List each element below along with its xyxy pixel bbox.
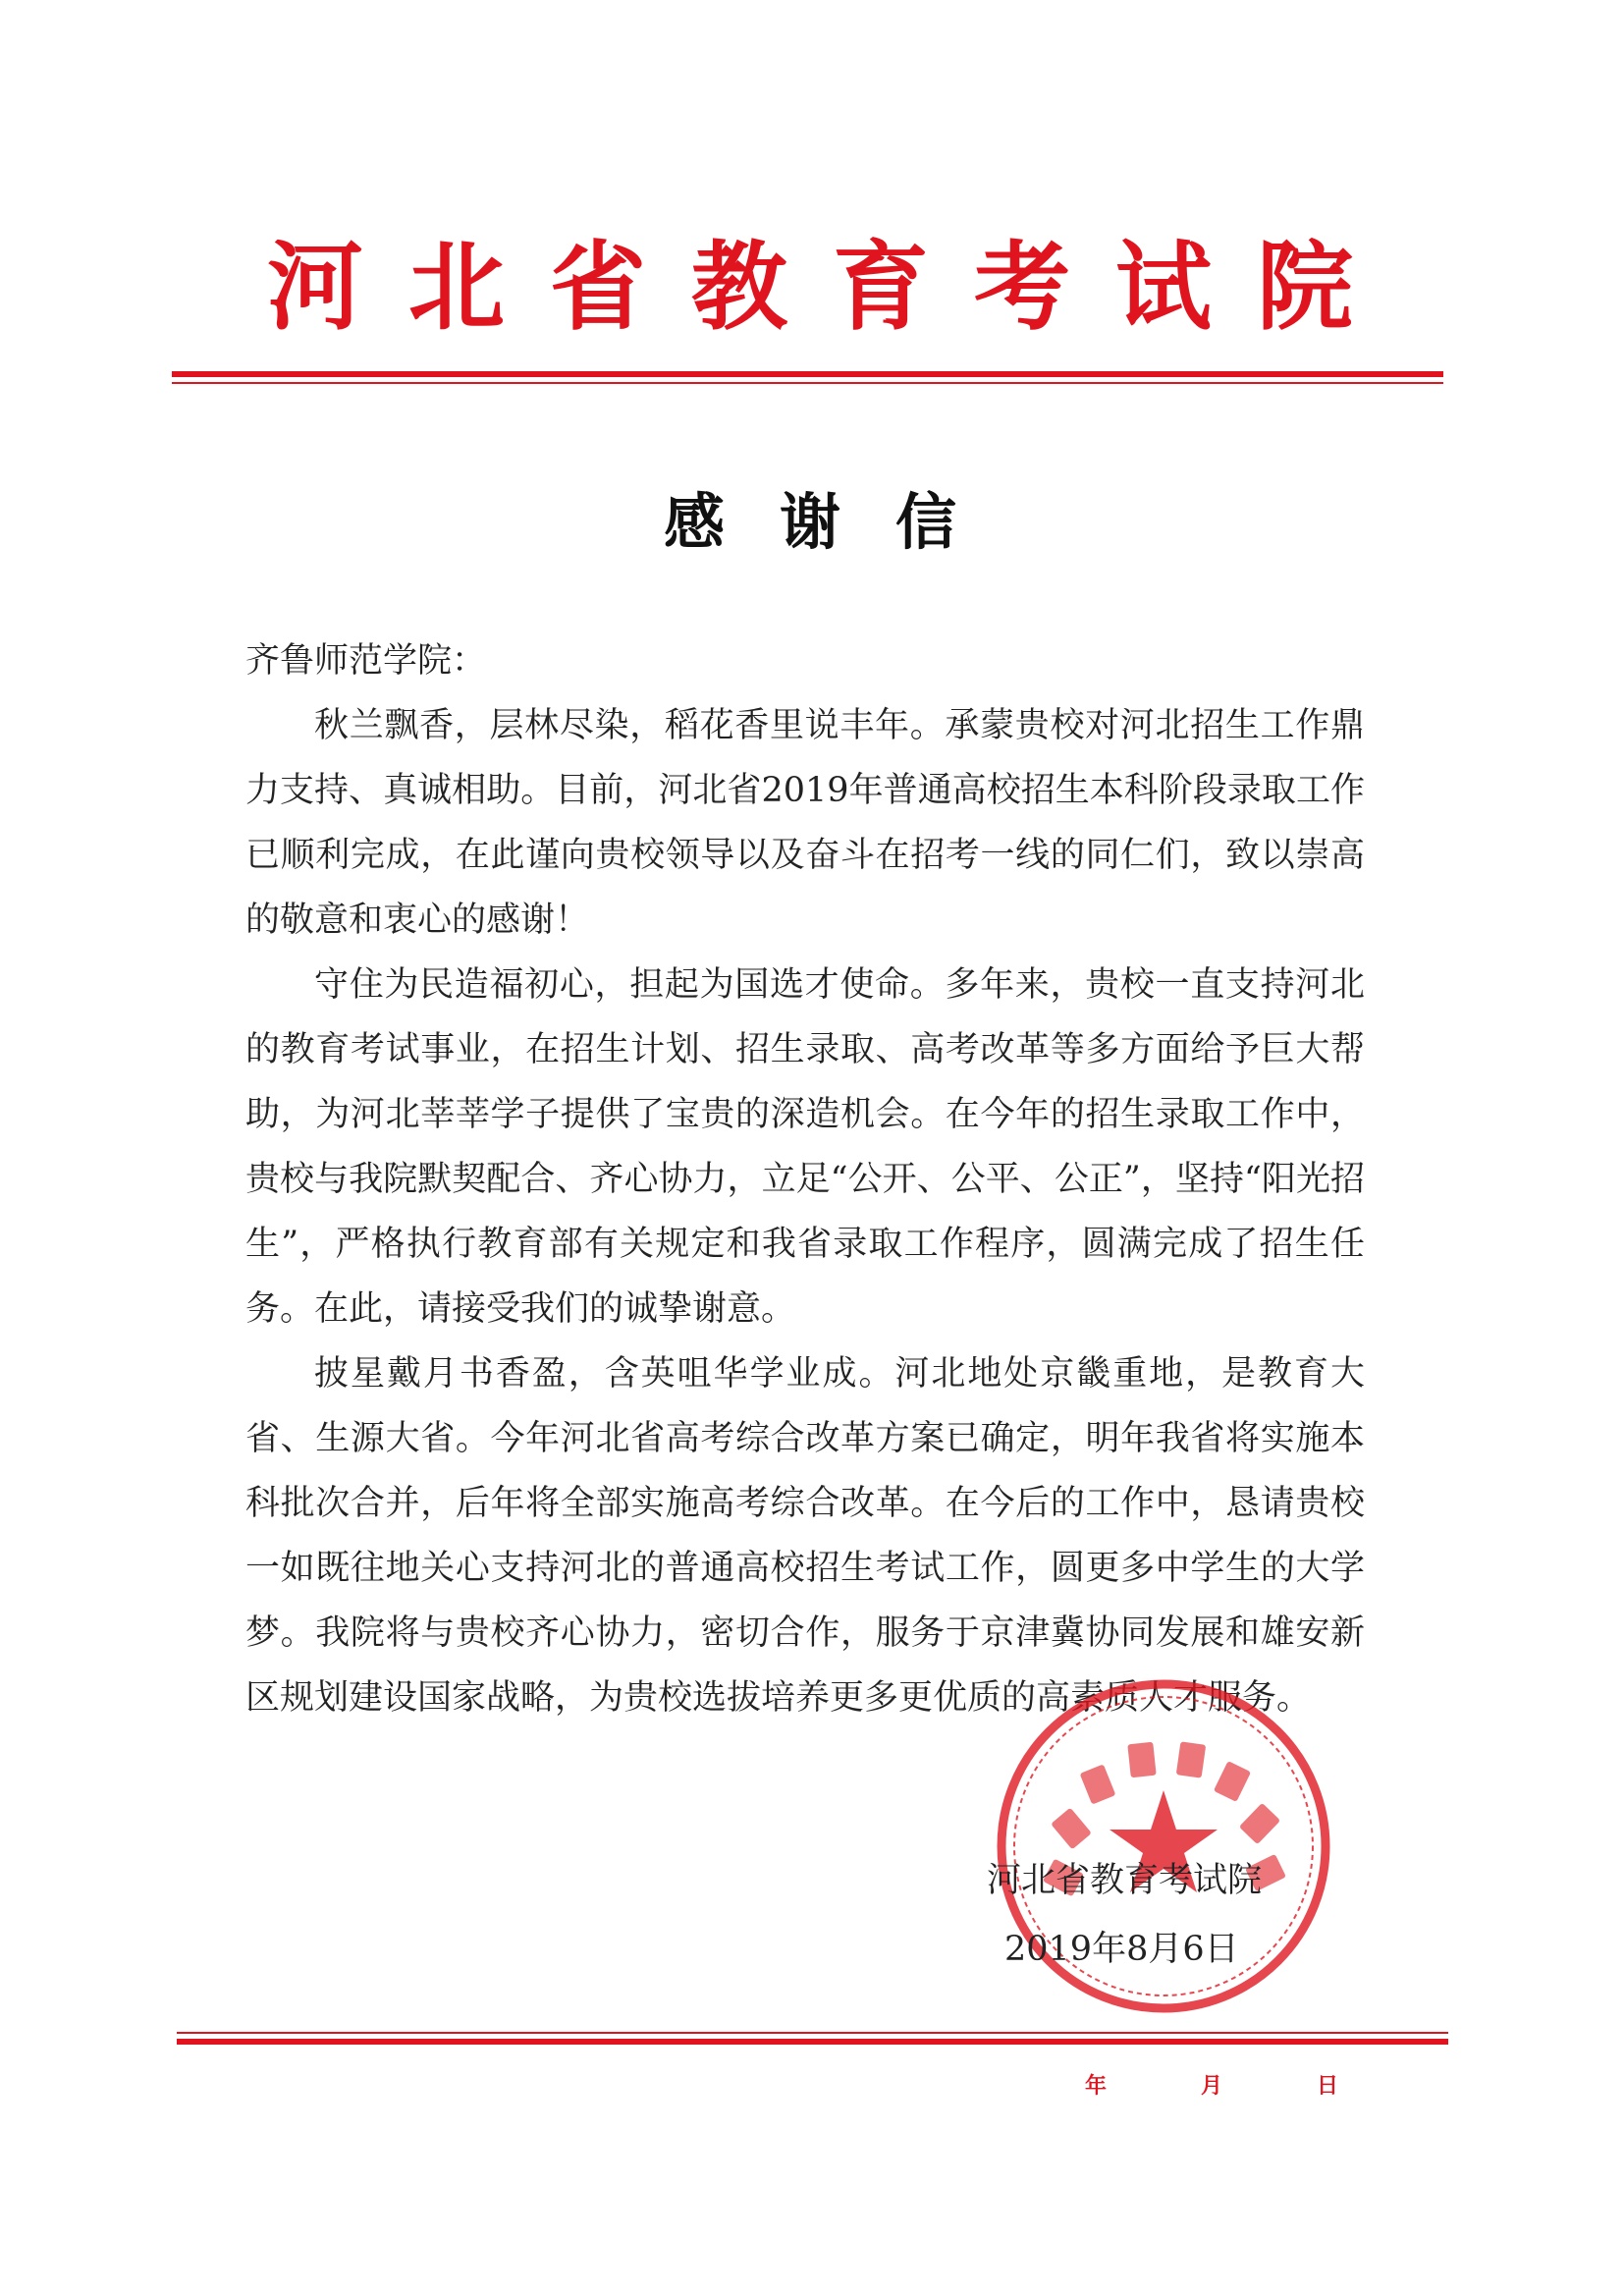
footer-day-label: 日 xyxy=(1317,2074,1339,2099)
salutation: 齐鲁师范学院： xyxy=(245,641,487,681)
document-title: 感谢信 xyxy=(663,486,1011,558)
paragraph-3: 披星戴月书香盈，含英咀华学业成。河北地处京畿重地，是教育大省、生源大省。今年河北省高考综合改革方案已确定，明年我省将实施本科批次合并，后年将全部实施高考综合改革。在今后的工作中，恳请贵校一如既往地关心支持河北的普通高校招生考试工作，圆更多中学生的大学梦。我院将与贵校齐心协力，密切合作，服务于京津冀协同发展和雄安新区规划建设国家战略，为贵校选拔培养更多更优质的高素质人才服务。 xyxy=(245,1354,1365,1718)
signature-block xyxy=(933,1846,1375,1984)
letter-body xyxy=(245,629,1365,1730)
paragraph-1: 秋兰飘香，层林尽染，稻花香里说丰年。承蒙贵校对河北招生工作鼎力支持、真诚相助。目前，河北省2019年普通高校招生本科阶段录取工作已顺利完成，在此谨向贵校领导以及奋斗在招考一线的同仁们，致以崇高的敬意和衷心的感谢！ xyxy=(245,706,1365,940)
signature-org: 河北省教育考试院 xyxy=(987,1861,1263,1900)
signature-date: 2019年8月6日 xyxy=(1004,1930,1239,1969)
footer-year-label: 年 xyxy=(1085,2074,1108,2099)
footer-month-label: 月 xyxy=(1201,2074,1223,2099)
letterhead-title: 河北省教育考试院 xyxy=(266,232,1398,344)
footer-rule-thick xyxy=(177,2039,1448,2045)
letterhead-rule-thick xyxy=(172,371,1443,377)
paragraph-2: 守住为民造福初心，担起为国选才使命。多年来，贵校一直支持河北的教育考试事业，在招生计划、招生录取、高考改革等多方面给予巨大帮助，为河北莘莘学子提供了宝贵的深造机会。在今年的招生录取工作中，贵校与我院默契配合、齐心协力，立足“公开、公平、公正”，坚持“阳光招生”，严格执行教育部有关规定和我省录取工作程序，圆满完成了招生任务。在此，请接受我们的诚挚谢意。 xyxy=(245,965,1365,1329)
letterhead-rule-thin xyxy=(172,382,1443,384)
footer-rule-thin xyxy=(177,2032,1448,2034)
